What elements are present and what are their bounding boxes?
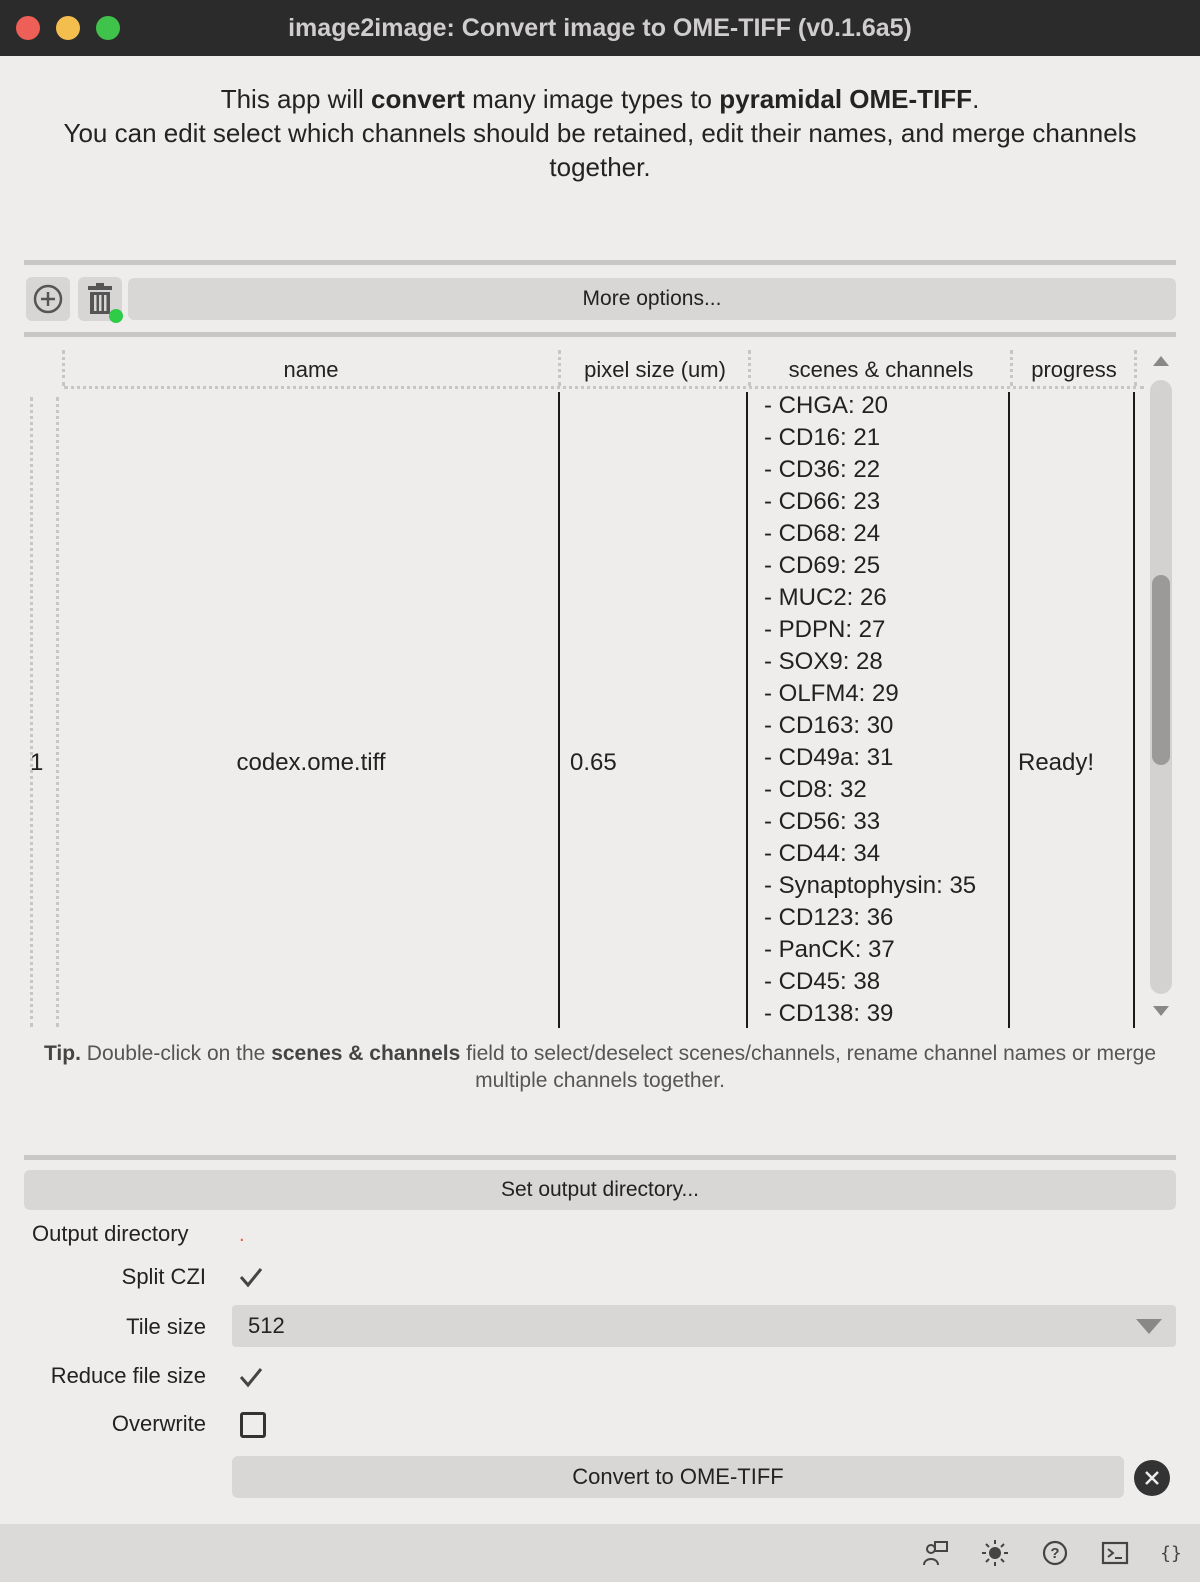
channel-item[interactable]: - CD68: 24 [764,520,881,547]
channel-item[interactable]: - CD163: 30 [764,712,894,739]
tip-text: Tip. Double-click on the scenes & channels field to select/deselect scenes/channels, rename channel names or merge multiple channels together. [43,1042,1157,1092]
column-header-progress[interactable]: progress [1031,357,1117,382]
row-header-border [56,397,59,1027]
header-divider [558,350,561,386]
divider [24,332,1176,337]
help-icon[interactable] [1040,1538,1070,1568]
channel-item[interactable]: - MUC2: 26 [764,584,887,611]
row-index: 1 [30,749,44,776]
set-output-directory-button[interactable]: Set output directory... [24,1170,1176,1210]
tile-size-select[interactable] [232,1305,1176,1347]
scroll-up-arrow[interactable] [1150,350,1172,372]
feedback-icon[interactable] [920,1538,950,1568]
status-dot [109,309,123,323]
channel-item[interactable]: - CD49a: 31 [764,744,894,771]
channel-item[interactable]: - CD16: 21 [764,424,881,451]
channel-item[interactable]: - CD123: 36 [764,904,894,931]
row-header-border [30,397,33,1027]
column-header-pixel-size[interactable]: pixel size (um) [584,357,726,382]
header-divider [748,350,751,386]
console-icon[interactable] [1100,1538,1130,1568]
intro-line2: You can edit select which channels should be retained, edit their names, and merge channels together. [63,118,1137,182]
column-header-channels[interactable]: scenes & channels [788,357,974,382]
split-czi-label: Split CZI [121,1264,206,1289]
table-row-name[interactable]: codex.ome.tiff [236,749,386,776]
channel-item[interactable]: - CD44: 34 [764,840,881,867]
table-row-pixel-size[interactable]: 0.65 [570,749,617,776]
column-line [1133,392,1135,1028]
add-circle-icon [32,283,64,315]
channel-list [764,394,1024,1028]
svg-text:?: ? [1050,1545,1060,1562]
column-header-name[interactable]: name [283,357,339,382]
cancel-button[interactable] [1134,1460,1170,1496]
image-table[interactable] [24,342,1146,1028]
header-divider [1134,350,1137,386]
header-border [64,386,1144,389]
divider [24,1155,1176,1160]
reduce-file-size-checkmark-icon[interactable] [238,1364,264,1390]
channel-item[interactable]: - PDPN: 27 [764,616,886,643]
status-bar [0,1524,1200,1582]
reduce-file-size-label: Reduce file size [50,1363,206,1388]
scroll-down-arrow[interactable] [1150,1000,1172,1022]
window-title: image2image: Convert image to OME-TIFF (v0.1.6a5) [288,13,912,42]
maximize-window-button[interactable] [96,16,120,40]
chevron-down-icon [1136,1319,1162,1334]
channel-item[interactable]: - OLFM4: 29 [764,680,899,707]
divider [24,260,1176,265]
output-directory-label: Output directory [32,1221,189,1246]
json-icon[interactable] [1156,1538,1186,1568]
close-window-button[interactable] [16,16,40,40]
column-line [746,392,748,1028]
channel-item[interactable]: - CD66: 23 [764,488,881,515]
overwrite-label: Overwrite [111,1411,206,1436]
theme-icon[interactable] [980,1538,1010,1568]
add-image-button[interactable] [26,277,70,321]
channel-item[interactable]: - Synaptophysin: 35 [764,872,977,899]
column-line [558,392,560,1028]
table-row-progress: Ready! [1018,749,1095,776]
channel-item[interactable]: - CD8: 32 [764,776,867,803]
overwrite-checkbox[interactable] [240,1412,266,1438]
tile-size-value: 512 [248,1313,285,1338]
tile-size-label: Tile size [126,1314,206,1339]
channel-item[interactable]: - CD45: 38 [764,968,881,995]
channel-item[interactable]: - CD56: 33 [764,808,881,835]
minimize-window-button[interactable] [56,16,80,40]
scrollbar-thumb[interactable] [1152,575,1170,765]
table-row-channels[interactable] [764,394,1024,1028]
channel-item[interactable]: - SOX9: 28 [764,648,883,675]
channel-item[interactable]: - CD69: 25 [764,552,881,579]
channel-item[interactable]: - CHGA: 20 [764,394,889,419]
channel-item[interactable]: - CD36: 22 [764,456,881,483]
header-divider [1010,350,1013,386]
output-directory-value[interactable]: . [239,1224,245,1246]
title-bar [0,0,1200,56]
convert-button[interactable]: Convert to OME-TIFF [232,1456,1124,1498]
channel-item[interactable]: - PanCK: 37 [764,936,895,963]
close-icon [1144,1470,1160,1486]
intro-text: This app will convert many image types to pyramidal OME-TIFF. You can edit select which channels should be retained, edit their names, and merge channels together. [40,82,1160,184]
more-options-button[interactable]: More options... [128,278,1176,320]
svg-text:{}: {} [1160,1543,1182,1564]
split-czi-checkmark-icon[interactable] [238,1264,264,1290]
channel-item[interactable]: - CD138: 39 [764,1000,894,1027]
